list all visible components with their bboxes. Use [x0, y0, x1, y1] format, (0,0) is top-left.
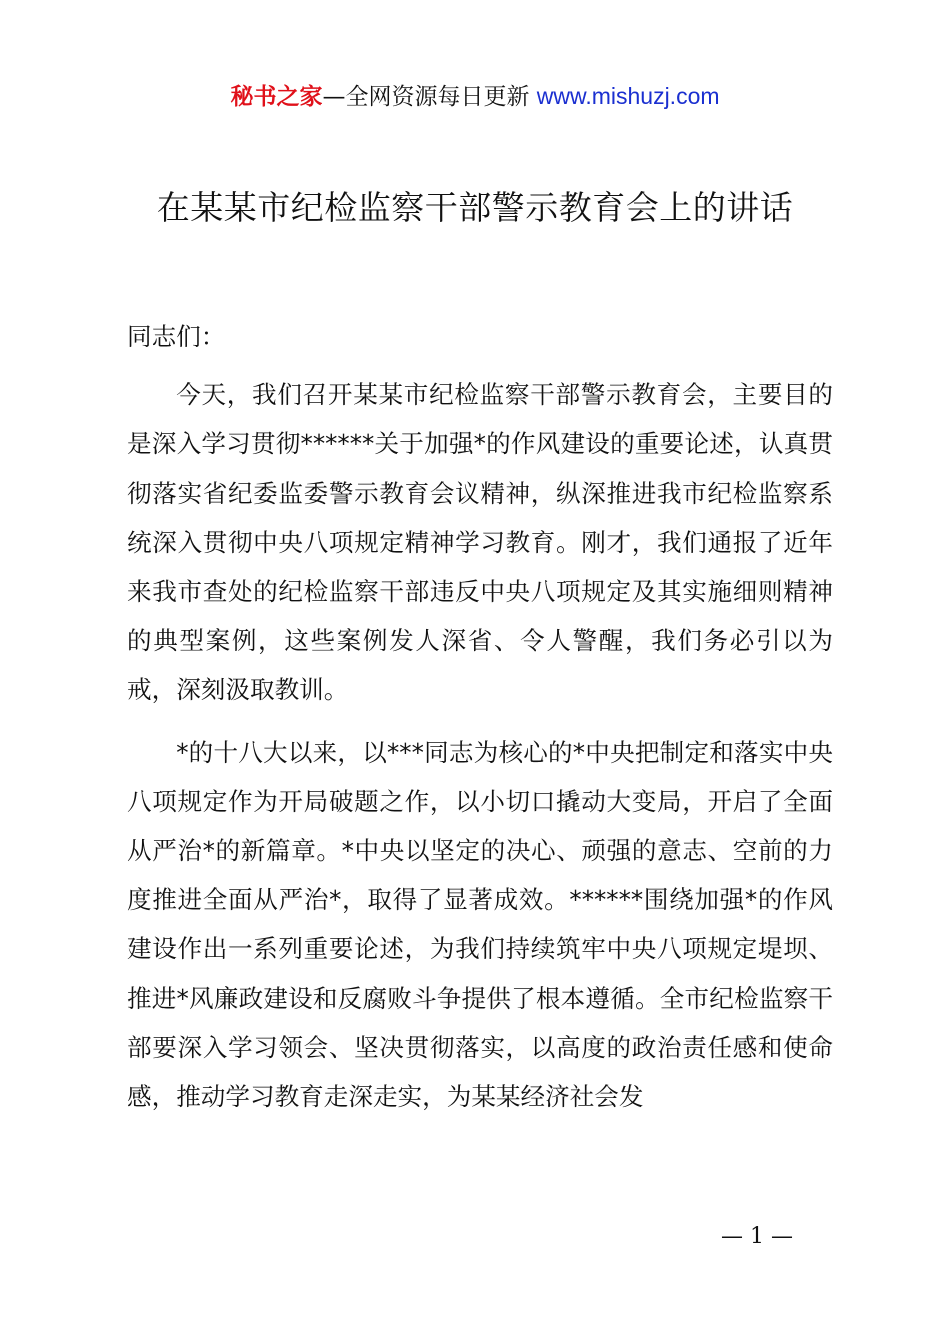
- site-url-link[interactable]: www.mishuzj.com: [536, 83, 720, 109]
- header-tagline: —全网资源每日更新: [322, 84, 537, 110]
- brand-name: 秘书之家: [230, 84, 323, 110]
- paragraph: *的十八大以来，以***同志为核心的*中央把制定和落实中央八项规定作为开局破题之作，以小切口撬动大变局，开启了全面从严治*的新篇章。*中央以坚定的决心、顽强的意志、空前的力度推进全面从严治*，取得了显著成效。******围绕加强*的作风建设作出一系列重要论述，为我们持续筑牢中央八项规定堤坝、推进*风廉政建设和反腐败斗争提供了根本遵循。全市纪检监察干部要深入学习领会、坚决贯彻落实，以高度的政治责任感和使命感，推动学习教育走深走实，为某某经济社会发: [127, 737, 833, 1112]
- salutation: 同志们：: [127, 322, 226, 351]
- paragraph: 今天，我们召开某某市纪检监察干部警示教育会，主要目的是深入学习贯彻******关于加强*的作风建设的重要论述，认真贯彻落实省纪委监委警示教育会议精神，纵深推进我市纪检监察系统深入贯彻中央八项规定精神学习教育。刚才，我们通报了近年来我市查处的纪检监察干部违反中央八项规定及其实施细则精神的典型案例，这些案例发人深省、令人警醒，我们务必引以为戒，深刻汲取教训。: [127, 380, 833, 705]
- document-title: 在某某市纪检监察干部警示教育会上的讲话: [156, 188, 794, 227]
- site-header: [0, 80, 950, 113]
- page-number: — 1 —: [721, 1224, 793, 1249]
- document-body: [127, 312, 833, 1134]
